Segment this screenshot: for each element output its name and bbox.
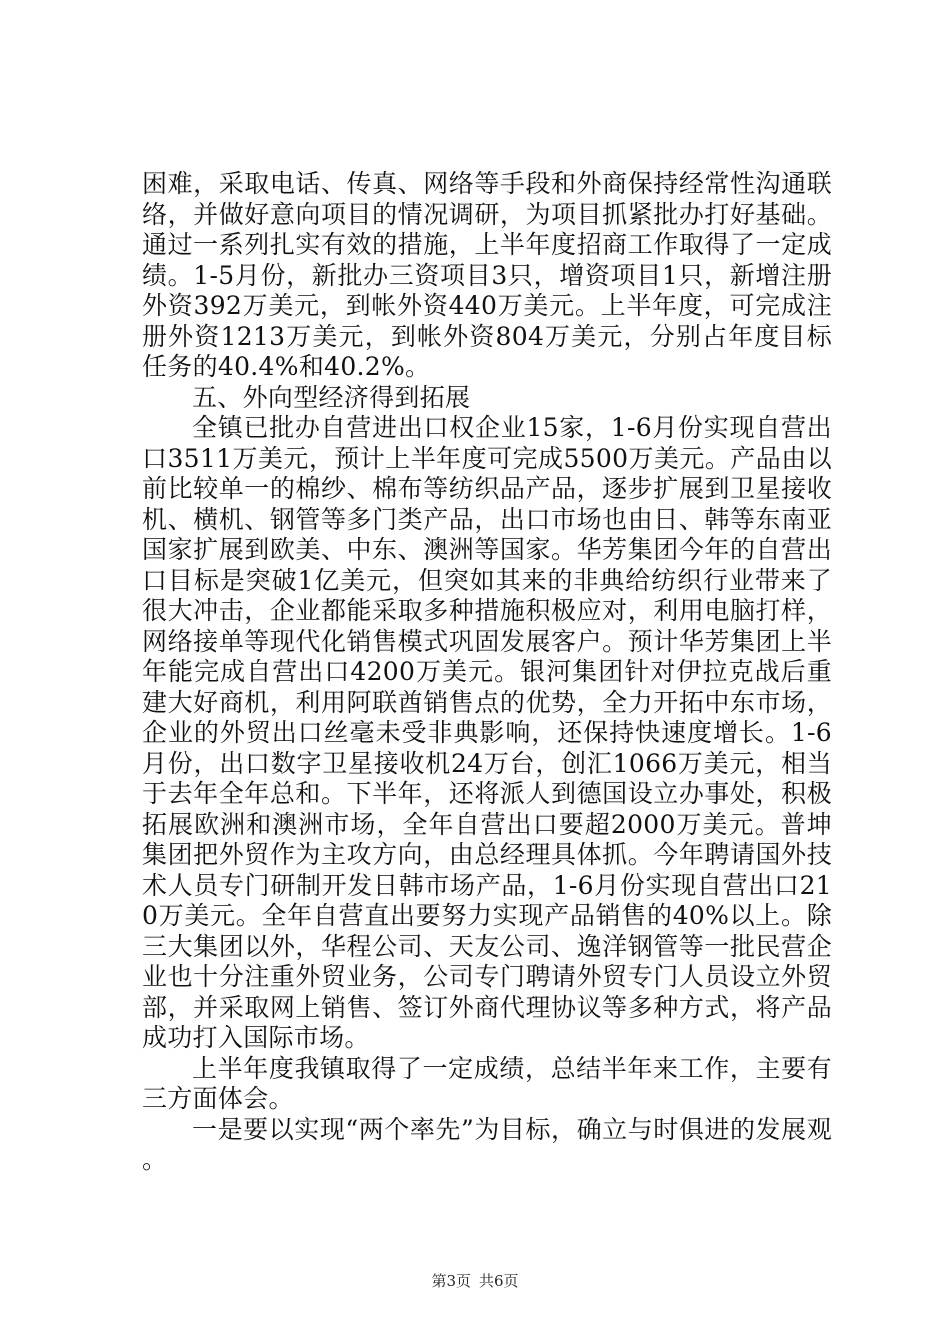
paragraph-export-enterprises: 全镇已批办自营进出口权企业15家，1-6月份实现自营出口3511万美元，预计上半年度可完成5500万美元。产品由以前比较单一的棉纱、棉布等纺织品产品，逐步扩展到卫星接收机、横机、钢管等多门类产品，出口市场也由日、韩等东南亚国家扩展到欧美、中东、澳洲等国家。华芳集团今年的自营出口目标是突破1亿美元，但突如其来的非典给纺织行业带来了很大冲击，企业都能采取多种措施积极应对，利用电脑打样，网络接单等现代化销售模式巩固发展客户。预计华芳集团上半年能完成自营出口4200万美元。银河集团针对伊拉克战后重建大好商机，利用阿联酋销售点的优势，全力开拓中东市场，企业的外贸出口丝毫未受非典影响，还保持快速度增长。1-6月份，出口数字卫星接收机24万台，创汇1066万美元，相当于去年全年总和。下半年，还将派人到德国设立办事处，积极拓展欧洲和澳洲市场，全年自营出口要超2000万美元。普坤集团把外贸作为主攻方向，由总经理具体抓。今年聘请国外技术人员专门研制开发日韩市场产品，1-6月份实现自营出口210万美元。全年自营直出要努力实现产品销售的40%以上。除三大集团以外，华程公司、天友公司、逸洋钢管等一批民营企业也十分注重外贸业务，公司专门聘请外贸专门人员设立外贸部，并采取网上销售、签订外商代理协议等多种方式，将产品成功打入国际市场。 (142, 413, 832, 1052)
page-total: 共6页 (479, 1272, 519, 1290)
page-number: 第3页 (431, 1272, 471, 1290)
paragraph-half-year-summary: 上半年度我镇取得了一定成绩，总结半年来工作，主要有三方面体会。 (142, 1053, 832, 1113)
paragraph-investment-results: 困难，采取电话、传真、网络等手段和外商保持经常性沟通联络，并做好意向项目的情况调研，为项目抓紧批办打好基础。通过一系列扎实有效的措施，上半年度招商工作取得了一定成绩。1-5月份，新批办三资项目3只，增资项目1只，新增注册外资392万美元，到帐外资440万美元。上半年度，可完成注册外资1213万美元，到帐外资804万美元，分别占年度目标任务的40.4%和40.2%。 (142, 169, 832, 381)
page-footer (0, 1272, 950, 1290)
paragraph-first-lesson: 一是要以实现“两个率先”为目标，确立与时俱进的发展观。 (142, 1114, 832, 1174)
document-body (142, 169, 832, 1176)
section-heading-export-economy: 五、外向型经济得到拓展 (192, 382, 471, 412)
